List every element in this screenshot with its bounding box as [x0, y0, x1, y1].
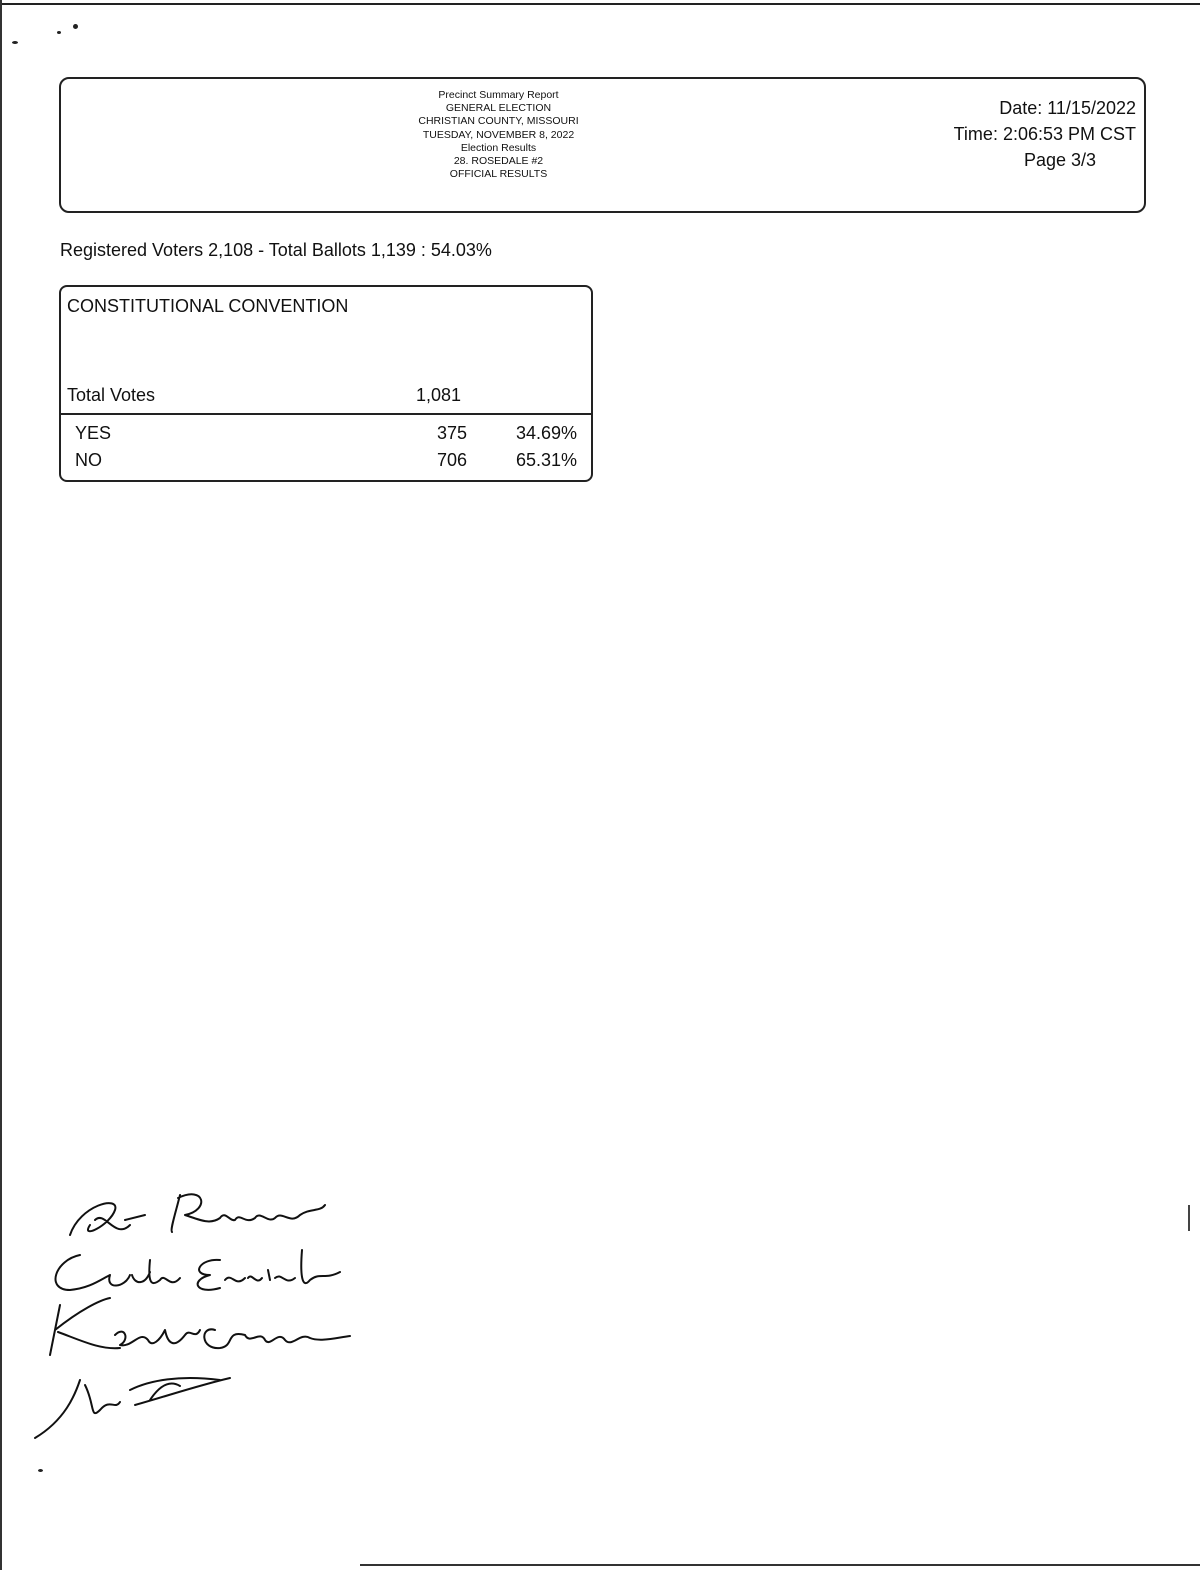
choice-percent: 65.31%	[515, 450, 577, 470]
turnout-summary: Registered Voters 2,108 - Total Ballots 1,139 : 54.03%	[60, 240, 492, 260]
election-name: GENERAL ELECTION	[445, 102, 552, 115]
choice-row	[61, 450, 591, 476]
scan-speck	[38, 1469, 43, 1472]
jurisdiction: CHRISTIAN COUNTY, MISSOURI	[418, 115, 579, 128]
scan-speck	[12, 41, 18, 44]
report-time: Time: 2:06:53 PM CST	[953, 124, 1136, 144]
page-number: Page 3/3	[1023, 150, 1096, 170]
scan-speck	[73, 24, 78, 29]
report-title-block	[341, 89, 656, 181]
divider	[61, 413, 591, 415]
scan-border-top	[0, 3, 1200, 5]
scan-speck	[57, 31, 61, 34]
precinct-name: 28. ROSEDALE #2	[453, 155, 544, 168]
choice-row	[61, 423, 591, 449]
handwritten-signatures-icon	[20, 1180, 380, 1450]
choice-votes: 706	[436, 450, 467, 470]
choice-percent: 34.69%	[515, 423, 577, 443]
scan-border-bottom	[360, 1564, 1200, 1566]
scan-edge-mark	[1188, 1205, 1190, 1231]
choice-name: YES	[75, 423, 112, 443]
results-label: Election Results	[460, 141, 537, 154]
choice-name: NO	[75, 450, 102, 470]
report-header	[59, 77, 1146, 213]
total-votes-label: Total Votes	[67, 385, 156, 405]
contest-table	[59, 285, 593, 482]
total-votes-value: 1,081	[416, 385, 462, 405]
choice-votes: 375	[436, 423, 467, 443]
report-type: Precinct Summary Report	[438, 89, 559, 101]
election-date: TUESDAY, NOVEMBER 8, 2022	[422, 128, 575, 141]
contest-title: CONSTITUTIONAL CONVENTION	[67, 296, 349, 316]
scan-border-left	[0, 0, 2, 1570]
results-status: OFFICIAL RESULTS	[449, 168, 548, 181]
report-date: Date: 11/15/2022	[999, 98, 1136, 118]
report-meta	[954, 95, 1136, 173]
